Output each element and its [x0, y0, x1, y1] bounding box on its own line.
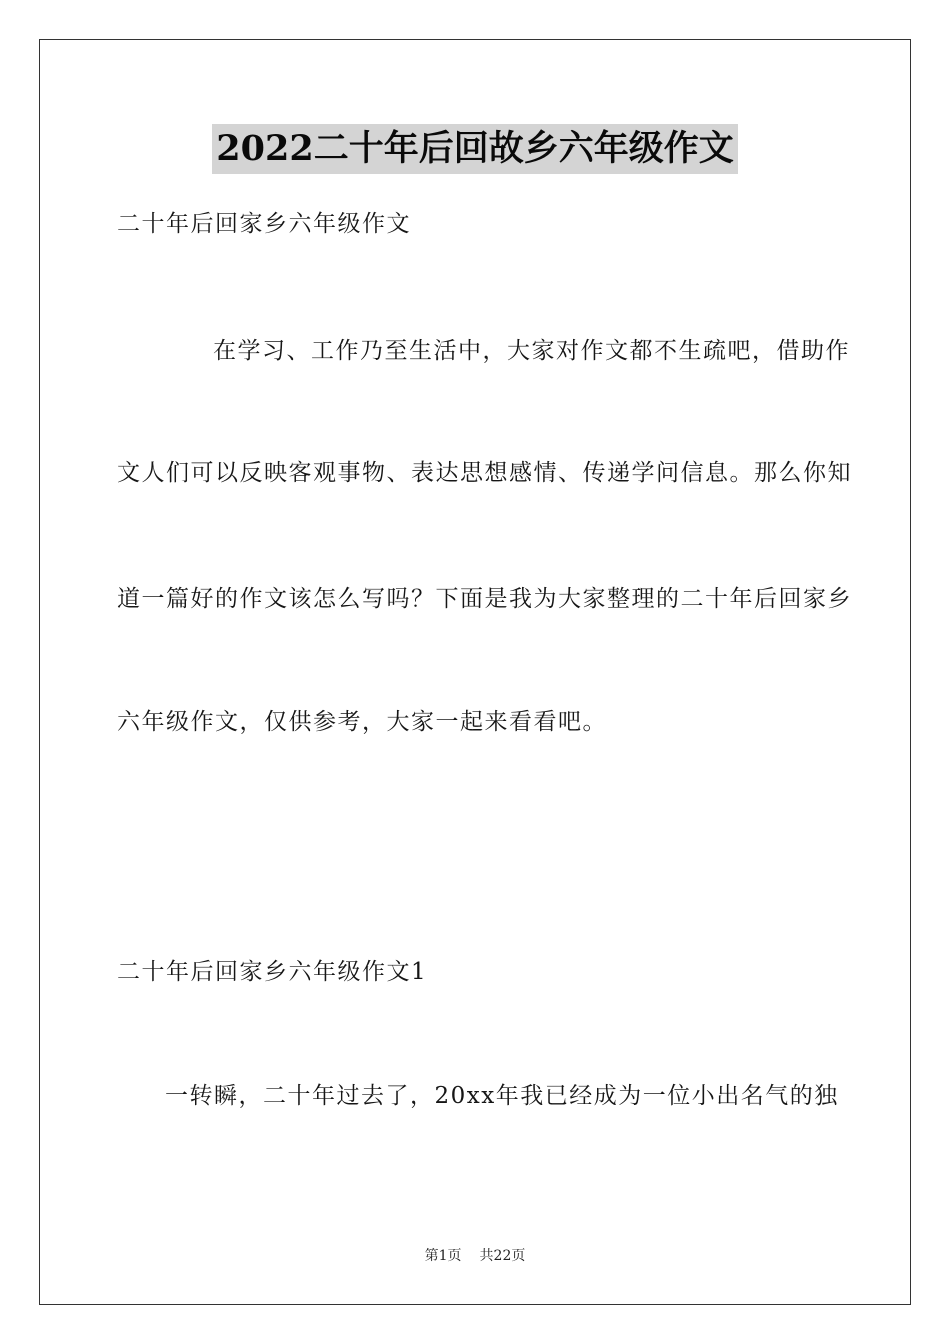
paragraph-line: 六年级作文，仅供参考，大家一起来看看吧。 [117, 709, 607, 735]
document-title: 2022二十年后回故乡六年级作文 [212, 124, 737, 174]
paragraph-line: 一转瞬，二十年过去了，20xx年我已经成为一位小出名气的独 [165, 1083, 839, 1109]
page-number: 第1页 [424, 1248, 462, 1264]
title-container [0, 124, 950, 174]
paragraph-line: 文人们可以反映客观事物、表达思想感情、传递学问信息。那么你知 [117, 460, 852, 486]
subtitle-line: 二十年后回家乡六年级作文 [117, 211, 411, 237]
paragraph-line: 道一篇好的作文该怎么写吗？下面是我为大家整理的二十年后回家乡 [117, 586, 852, 612]
paragraph-line: 在学习、工作乃至生活中，大家对作文都不生疏吧，借助作 [213, 338, 850, 364]
page-footer [0, 1246, 950, 1266]
section-heading: 二十年后回家乡六年级作文1 [117, 959, 428, 985]
page-total: 共22页 [479, 1248, 526, 1264]
